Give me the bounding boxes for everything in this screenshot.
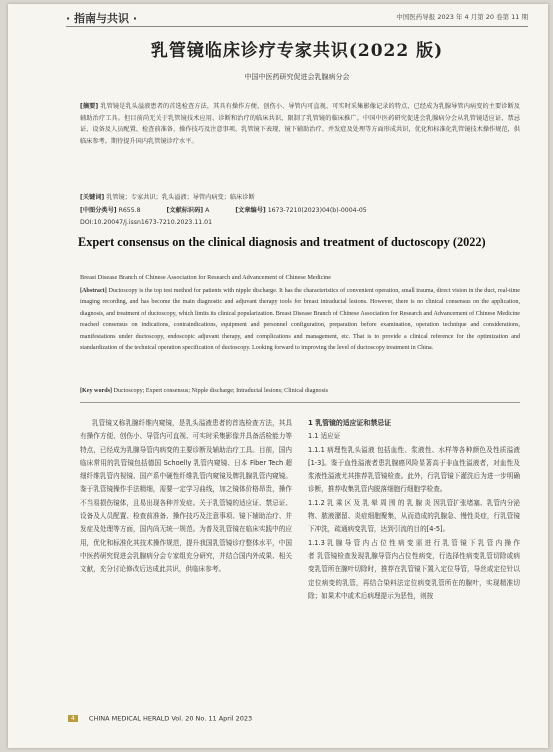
section-divider — [80, 402, 520, 403]
author-organization-en: Breast Disease Branch of Chinese Association for Research and Advancement of Chinese Medicine — [80, 274, 332, 281]
journal-footer-title: CHINA MEDICAL HERALD Vol. 20 No. 11 April 2023 — [88, 714, 253, 723]
article-title-cn: 乳管镜临床诊疗专家共识(2022 版) — [150, 41, 444, 61]
keywords-cn-label: [关键词] — [80, 194, 105, 201]
article-number: [文章编号] 1673-7210(2023)04(b)-0004-05 — [235, 207, 367, 214]
journal-issue-info: 中国医药导报 2023 年 4 月第 20 卷第 11 期 — [396, 13, 528, 21]
abstract-cn-label: [摘要] — [80, 103, 99, 110]
paragraph-1-1-2: 1.1.2 乳 乘 区 及 乳 晕 周 围 的 乳 腺 炎 因乳管扩张堵塞、乳管内分泌物、脓液潴留、炎症细胞聚集，从而造成的乳腺急、慢性炎症，行乳管镜下冲洗，疏通病变乳管，达到引流的目的[4-5]。 — [308, 498, 520, 534]
body-left-column: 乳管镜又称乳腺纤维内窥镜，是乳头溢液患者的首选检查方法，其具有操作方便、创伤小、导管内可直视、可实时采集影像并具备活检能力等特点，已经成为乳腺导管内病变的主要诊断及辅助治疗工具。目前，国内临床常用的乳管镜包括德国 Schoelly 乳管内窥镜、日本 Fiber Tech 超细纤维乳管内视镜、国产系中硬性纤维乳管内窥镜及牌乳腺乳管内窥镜。鉴于乳管镜操作手法精细，需要一定学习曲线，加之镜体价格昂贵，操作不当易损伤镜体，且易出现各种并发症。关于乳管镜的适应证、禁忌证、设备及人员配置、检查前准备、操作技巧及注意事项、镜下辅助治疗、并发症及处理等方面，国内尚无统一规范。为普及乳管镜在临床实践中的应用，优化和标准化其技术操作规范，提升我国乳管镜诊疗整体水平，中国中医药研究促进会乳腺病分会专家组充分研究，并结合国内外成果、相关文献，充分讨论修改后达成此共识，供临床参考。 — [80, 419, 292, 574]
body-right-column — [308, 417, 520, 679]
section-label: · 指南与共识 · — [66, 12, 138, 25]
classification-line — [80, 205, 520, 217]
abstract-en-label: [Abstract] — [80, 288, 107, 294]
keywords-cn — [80, 192, 520, 204]
page-footer — [68, 708, 253, 723]
clc-number: [中图分类号] R655.8 — [80, 207, 141, 214]
author-organization-cn: 中国中医药研究促进会乳腺病分会 — [244, 73, 350, 81]
keywords-cn-text: 乳管镜；专家共识；乳头溢液；导管内病变；临床诊断 — [106, 194, 255, 201]
running-header — [66, 10, 528, 27]
abstract-en — [80, 286, 520, 384]
doi: DOI:10.20047/j.issn1673-7210.2023.11.01 — [80, 219, 213, 226]
document-code: [文献标识码] A — [166, 207, 210, 214]
section-heading-1: 1 乳管镜的适应证和禁忌证 — [308, 419, 391, 427]
paragraph-1-1-3: 1.1.3 乳 腺 导 管 内 占 位 性 病 变 需 进 行 乳 管 镜 下 乳 管 内 操 作 者 乳管镜检查发现乳腺导管内占位性病变，行选择性病变乳管切除或病变乳管所在腺叶切除时，推荐在乳管镜下置入定位导管，导丝或定位针以定位病变的乳管，再结合染料法定位病变乳管所在的腺叶，实现精准切除；如果术中或术后病理提示为恶性，则按 — [308, 538, 520, 600]
abstract-en-text: Ductoscopy is the top test method for patients with nipple discharge. It has the characteristics of convenient operation, small trauma, direct vision in the duct, real-time imaging recording, and has become the main diagnostic and adjuvant therapy tools for breast intraductal lesions. However, there is no clinical consensus on the application, diagnosis, and treatment of ductoscopy, which limits its clinical popularization. Breast Disease Branch of Chinese Association for Research and Advancement of Chinese Medicine reached consensus on indications, contraindications, equipment and personnel configuration, preparation before examination, operation technique and considerations, manifestations under ductoscopy, endoscopic adjuvant therapy, and complications and management, etc. That is to provide a clinical reference for the optimization and standardization of the technical operation specification of ductoscopy. Looking forward to improving the level of ductoscopy treatment in China. — [80, 288, 520, 352]
abstract-cn-text: 乳管镜是乳头溢液患者的首选检查方法，其具有操作方便、创伤小、导管内可直视、可实时采集影像记录的特点，已经成为乳腺导管内病变的主要诊断及辅助治疗工具。但目前尚无关于乳管镜技术应用、诊断和治疗的临床共识，限制了乳管镜的临床推广。中国中医药研究促进会乳腺病分会从乳管镜适应证、禁忌证、设备及人员配置、检查前准备、操作技巧及注意事项、乳管镜下表现、镜下辅助治疗、并发症及处理等方面形成共识，优化和标准化乳管镜技术操作规范，供临床参考。期待提升国内乳管镜诊疗水平。 — [80, 103, 520, 145]
keywords-en — [80, 386, 520, 398]
paragraph-1-1-1: 1.1.1 病理性乳头溢液 包括血性、浆液性、水样等各种颜色及性质溢液[1-3]。鉴于血性溢液者患乳腺癌风险显著高于非血性溢液者，对血性及浆液性溢液尤其推荐乳管镜检查。此外，行乳管镜下灌洗后为进一步明确诊断，推荐收集乳管内脱落细胞行细胞学检查。 — [308, 445, 520, 494]
journal-page — [8, 4, 548, 748]
keywords-en-text: Ductoscopy; Expert consensus; Nipple discharge; Intraductal lesions; Clinical diagnosis — [113, 388, 329, 394]
keywords-en-label: [Key words] — [80, 388, 112, 394]
page-number: 4 — [68, 715, 78, 722]
abstract-cn — [80, 101, 520, 191]
section-heading-1-1: 1.1 适应证 — [308, 432, 341, 441]
article-title-en: Expert consensus on the clinical diagnosis and treatment of ductoscopy (2022) — [78, 235, 486, 249]
